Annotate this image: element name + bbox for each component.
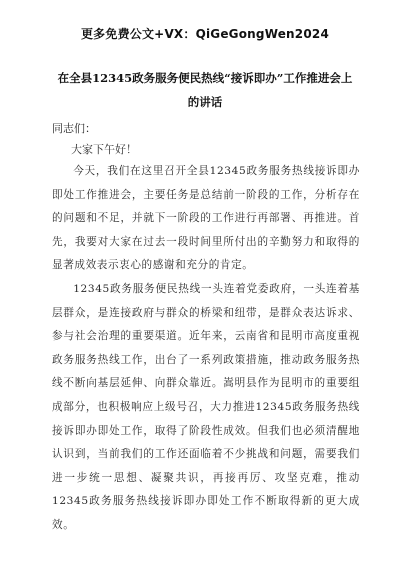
body-paragraph: 今天，我们在这里召开全县12345政务服务热线接诉即办即处工作推进会，主要任务是总结前一阶段的工作，分析存在的问题和不足，并就下一阶段的工作进行再部署、再推进。首先，我要对大家在过去一段时间里所付出的辛勤努力和取得的显著成效表示衷心的感谢和充分的肯定。 bbox=[52, 165, 360, 272]
salutation: 同志们： bbox=[52, 122, 96, 135]
body-paragraph: 12345政务服务便民热线一头连着党委政府，一头连着基层群众，是连接政府与群众的桥梁和纽带，是群众表达诉求、参与社会治理的重要渠道。近年来，云南省和昆明市高度重视政务服务热线工作，出台了一系列政策措施，推动政务服务热线不断向基层延伸、向群众靠近。嵩明县作为昆明市的重要组成部分，也积极响应上级号召，大力推进12345政务服务热线接诉即办即处工作，取得了阶段性成效。但我们也必须清醒地认识到，当前我们的工作还面临着不少挑战和问题，需要我们进一步统一思想、凝聚共识，再接再厉、攻坚克难，推动12345政务服务热线接诉即办即处工作不断取得新的更大成效。 bbox=[52, 283, 360, 531]
greeting: 大家下午好！ bbox=[71, 143, 137, 156]
document-title: 在全县12345政务服务便民热线“接诉即办”工作推进会上的讲话 bbox=[57, 71, 353, 109]
promo-banner: 更多免费公文+VX：QiGeGongWen2024 bbox=[80, 27, 329, 41]
